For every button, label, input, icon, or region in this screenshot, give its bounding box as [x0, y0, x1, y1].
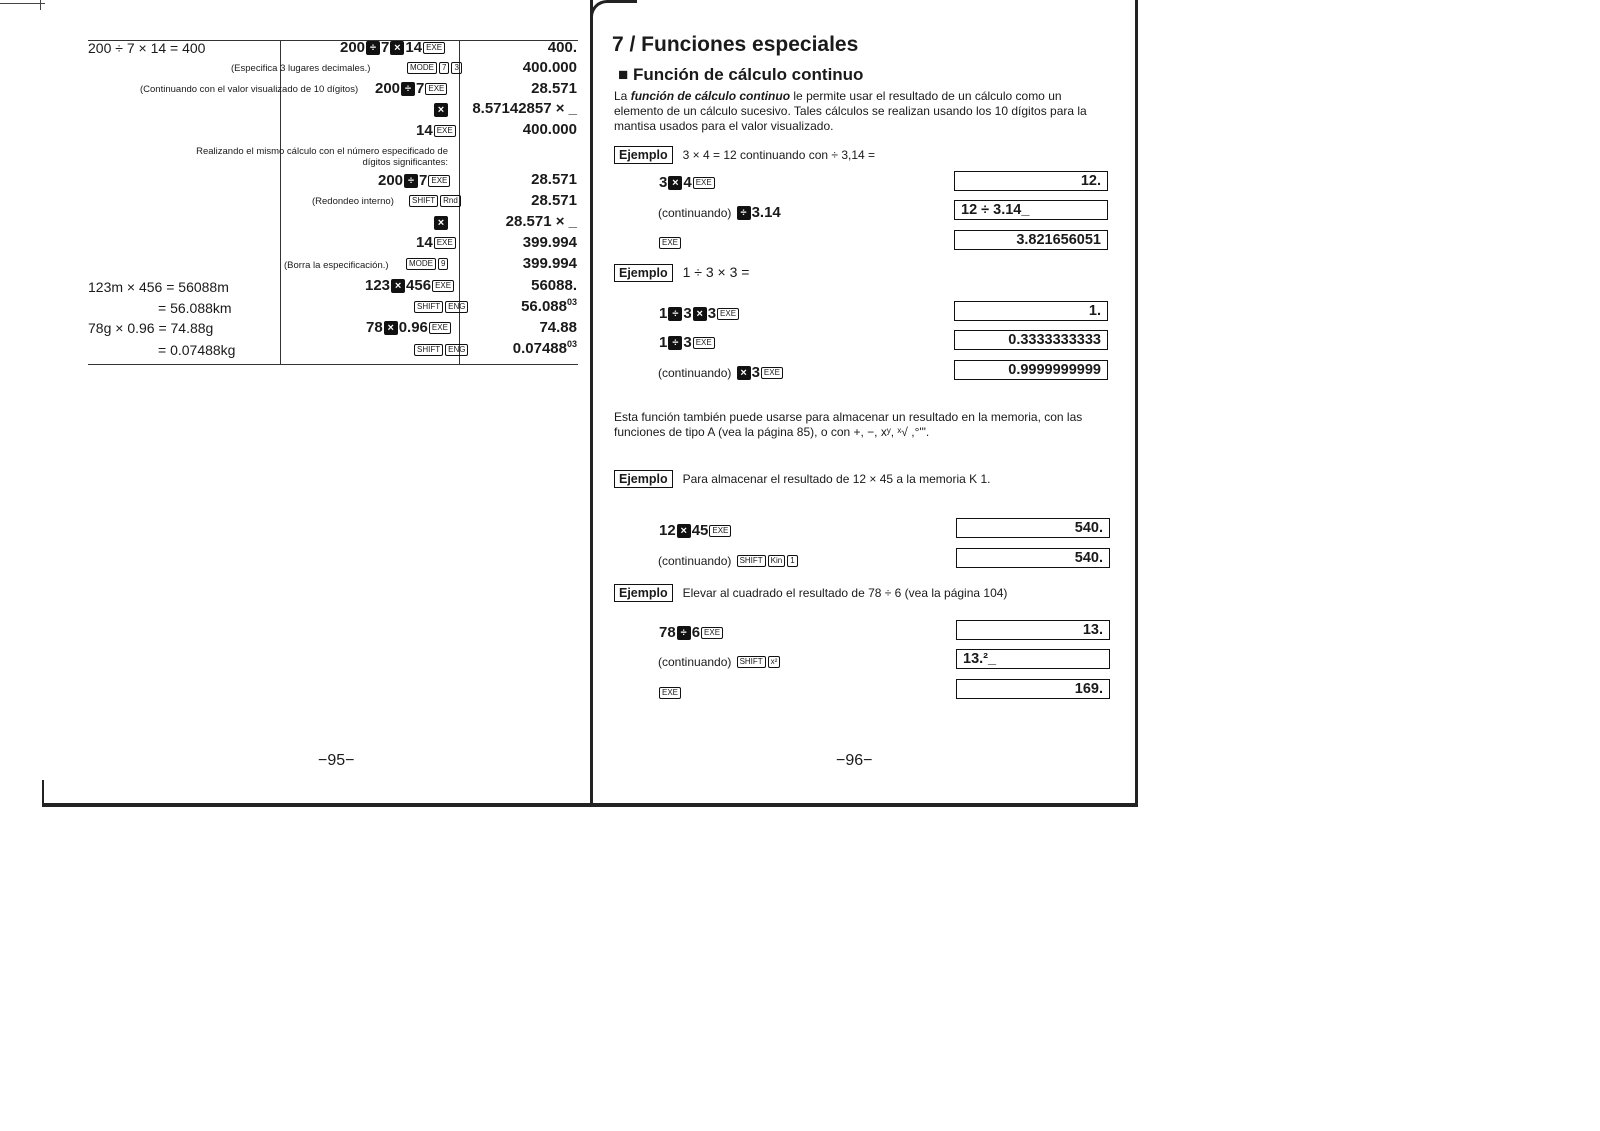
note: (Continuando con el valor visualizado de 10 dígitos): [140, 84, 359, 95]
example-header: Ejemplo Para almacenar el resultado de 12 × 45 a la memoria K 1.: [614, 470, 990, 488]
calculator-display: 12.: [954, 171, 1108, 191]
display-result: 28.571: [531, 171, 577, 188]
key-sequence: 78 × 0.96 EXE: [366, 319, 452, 336]
crop-mark: [0, 3, 45, 4]
calculator-display: 13.: [956, 620, 1110, 640]
equation: = 0.07488kg: [158, 342, 236, 358]
calculator-display: 540.: [956, 518, 1110, 538]
key-sequence: 14 EXE: [416, 234, 457, 251]
key-sequence: 12 × 45 EXE: [659, 522, 732, 539]
example-header: Ejemplo 3 × 4 = 12 continuando con ÷ 3,14 =: [614, 146, 875, 164]
calculator-display: 12 ÷ 3.14_: [954, 200, 1108, 220]
key-sequence: EXE: [658, 234, 682, 251]
calculator-display: 13.²_: [956, 649, 1110, 669]
section-title: 7 / Funciones especiales: [612, 33, 859, 56]
display-result: 399.994: [522, 234, 577, 251]
key-sequence: 78 ÷ 6 EXE: [659, 624, 724, 641]
equation: = 56.088km: [158, 300, 232, 316]
display-result: 56.088$^{03}$: [521, 297, 577, 315]
calculator-display: 0.9999999999: [954, 360, 1108, 380]
key-sequence: SHIFT ENG: [413, 341, 469, 358]
display-result: 8.57142857 × _: [472, 100, 577, 117]
key-sequence: 1 ÷ 3 × 3 EXE: [659, 305, 740, 322]
note: (Redondeo interno): [312, 196, 394, 207]
intro-paragraph: La función de cálculo continuo le permite usar el resultado de un cálculo como un elemento de un cálculo sucesivo. Tales cálculos se realizan usando los 10 dígitos para la mantisa usados para el valor visualizado.: [614, 89, 1087, 133]
calculator-display: 3.821656051: [954, 230, 1108, 250]
example-header: Ejemplo Elevar al cuadrado el resultado de 78 ÷ 6 (vea la página 104): [614, 584, 1007, 602]
key-sequence: 123 × 456 EXE: [365, 277, 455, 294]
display-result: 399.994: [522, 255, 577, 272]
key-sequence: 200 ÷ 7 × 14 EXE: [340, 39, 446, 56]
subsection-title: ■ Función de cálculo continuo: [618, 65, 864, 84]
key-sequence: (continuando) × 3 EXE: [658, 364, 784, 381]
key-sequence: 1 ÷ 3 EXE: [659, 334, 716, 351]
key-sequence: (continuando) SHIFT Kin 1: [658, 552, 799, 569]
table-bottom-rule: [88, 364, 578, 365]
display-result: 28.571: [531, 192, 577, 209]
page-curl: [590, 0, 637, 17]
key-sequence: 200 ÷ 7 EXE: [378, 172, 451, 189]
equation: 200 ÷ 7 × 14 = 400: [88, 40, 206, 56]
display-result: 0.07488$^{03}$: [512, 339, 577, 357]
page-edge: [1135, 0, 1138, 806]
memory-paragraph: Esta función también puede usarse para almacenar un resultado en la memoria, con las funciones de tipo A (vea la página 85), o con +, −, xʸ, ˣ√ ,°'".: [614, 410, 1083, 439]
display-result: 74.88: [539, 319, 577, 336]
example-header: Ejemplo 1 ÷ 3 × 3 =: [614, 264, 749, 282]
key-sequence: (continuando) SHIFT x²: [658, 653, 781, 670]
key-sequence: EXE: [658, 684, 682, 701]
equation: 78g × 0.96 = 74.88g: [88, 320, 214, 336]
calculator-display: 1.: [954, 301, 1108, 321]
display-result: 28.571: [531, 80, 577, 97]
page-number: −95−: [318, 752, 355, 769]
book-spine: [590, 0, 593, 806]
key-sequence: SHIFT Rnd: [408, 192, 462, 209]
key-sequence: ×: [433, 101, 449, 118]
calculator-display: 169.: [956, 679, 1110, 699]
display-result: 56088.: [531, 277, 577, 294]
calculator-display: 0.3333333333: [954, 330, 1108, 350]
key-sequence: MODE 9: [405, 255, 449, 272]
display-result: 400.: [547, 39, 577, 56]
display-result: 28.571 × _: [505, 213, 577, 230]
key-sequence: ×: [433, 214, 449, 231]
key-sequence: 200 ÷ 7 EXE: [375, 80, 448, 97]
note: (Especifica 3 lugares decimales.): [231, 63, 371, 74]
crop-mark: [40, 0, 41, 10]
display-result: 400.000: [522, 121, 577, 138]
key-sequence: 14 EXE: [416, 122, 457, 139]
note: (Borra la especificación.): [284, 260, 389, 271]
key-sequence: MODE 7 3: [406, 59, 463, 76]
key-sequence: (continuando) ÷ 3.14: [658, 204, 781, 221]
page-bottom-edge: [42, 803, 1138, 807]
page-number: −96−: [836, 752, 873, 769]
equation: 123m × 456 = 56088m: [88, 279, 229, 295]
key-sequence: SHIFT ENG: [413, 298, 469, 315]
note: Realizando el mismo cálculo con el número especificado de dígitos significantes:: [196, 146, 448, 168]
key-sequence: 3 × 4 EXE: [659, 174, 716, 191]
calculator-display: 540.: [956, 548, 1110, 568]
display-result: 400.000: [522, 59, 577, 76]
